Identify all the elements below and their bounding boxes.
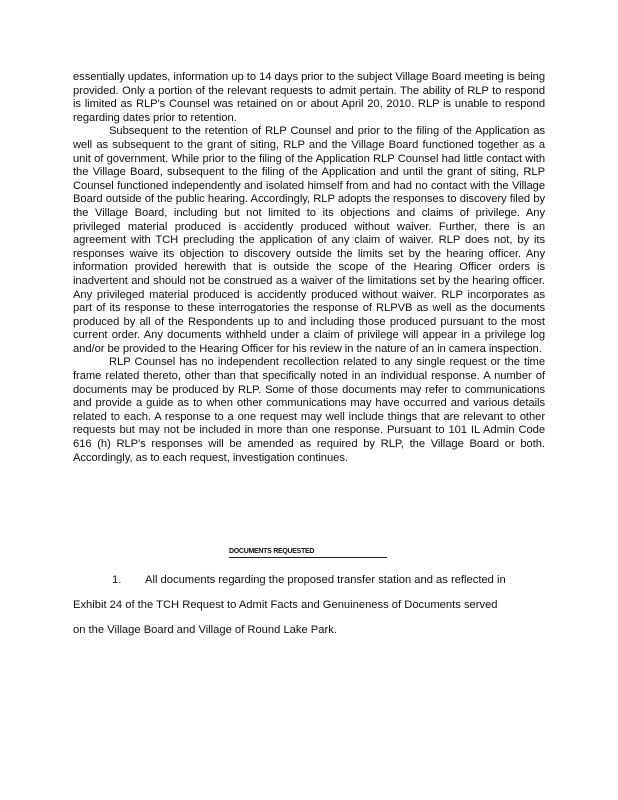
heading-underline bbox=[229, 557, 387, 558]
request-text-line-2: Exhibit 24 of the TCH Request to Admit Facts and Genuineness of Documents served bbox=[73, 599, 498, 611]
body-text bbox=[73, 71, 545, 465]
section-heading: DOCUMENTS REQUESTED bbox=[229, 546, 315, 555]
request-number: 1. bbox=[112, 574, 122, 586]
request-item bbox=[73, 568, 549, 643]
request-line-1 bbox=[73, 568, 549, 593]
request-text-line-3: on the Village Board and Village of Round Lake Park. bbox=[73, 624, 337, 636]
paragraph-intro: essentially updates, information up to 14 days prior to the subject Village Board meeting is being provided. Only a portion of the relevant requests to admit pertain. The ability of RLP to respond is limited as RLP's Counsel was retained on or about April 20, 2010. RLP is unable to respond regarding dates prior to retention. bbox=[73, 71, 545, 124]
paragraph-recollection: RLP Counsel has no independent recollection related to any single request or the time frame related thereto, other than that specifically noted in an individual response. A number of documents may be produced by RLP. Some of those documents may refer to communications and provide a guide as to when other communications may have occurred and various details related to each. A response to a one request may well include things that are relevant to other requests but may not be included in more than one response. Pursuant to 101 IL Admin Code 616 (h) RLP's responses will be amended as required by RLP, the Village Board or both. Accordingly, as to each request, investigation continues. bbox=[73, 356, 545, 464]
request-text-line-1: All documents regarding the proposed transfer station and as reflected in bbox=[145, 574, 506, 586]
paragraph-retention: Subsequent to the retention of RLP Counsel and prior to the filing of the Application as well as subsequent to the grant of siting, RLP and the Village Board functioned together as a unit of government. While prior to the filing of the Application RLP Counsel had little contact with the Village Board, subsequent to the filing of the Application and until the grant of siting, RLP Counsel functioned independently and isolated himself from and had no contact with the Village Board outside of the public hearing. Accordingly, RLP adopts the responses to discovery filed by the Village Board, including but not limited to its objections and claims of privilege. Any privileged material produced is accidently produced without waiver. Further, there is an agreement with TCH precluding the application of any claim of waiver. RLP does not, by its responses waive its objection to discovery outside the limits set by the hearing officer. Any information provided herewith that is outside the scope of the Hearing Officer orders is inadvertent and should not be construed as a waiver of the limitations set by the hearing officer. Any privileged material produced is accidently produced without waiver. RLP incorporates as part of its response to these interrogatories the response of RLPVB as well as the documents produced by all of the Respondents up to and including those produced pursuant to the most current order. Any documents withheld under a claim of privilege will appear in a privilege log and/or be provided to the Hearing Officer for his review in the nature of an in camera inspection. bbox=[73, 125, 545, 355]
